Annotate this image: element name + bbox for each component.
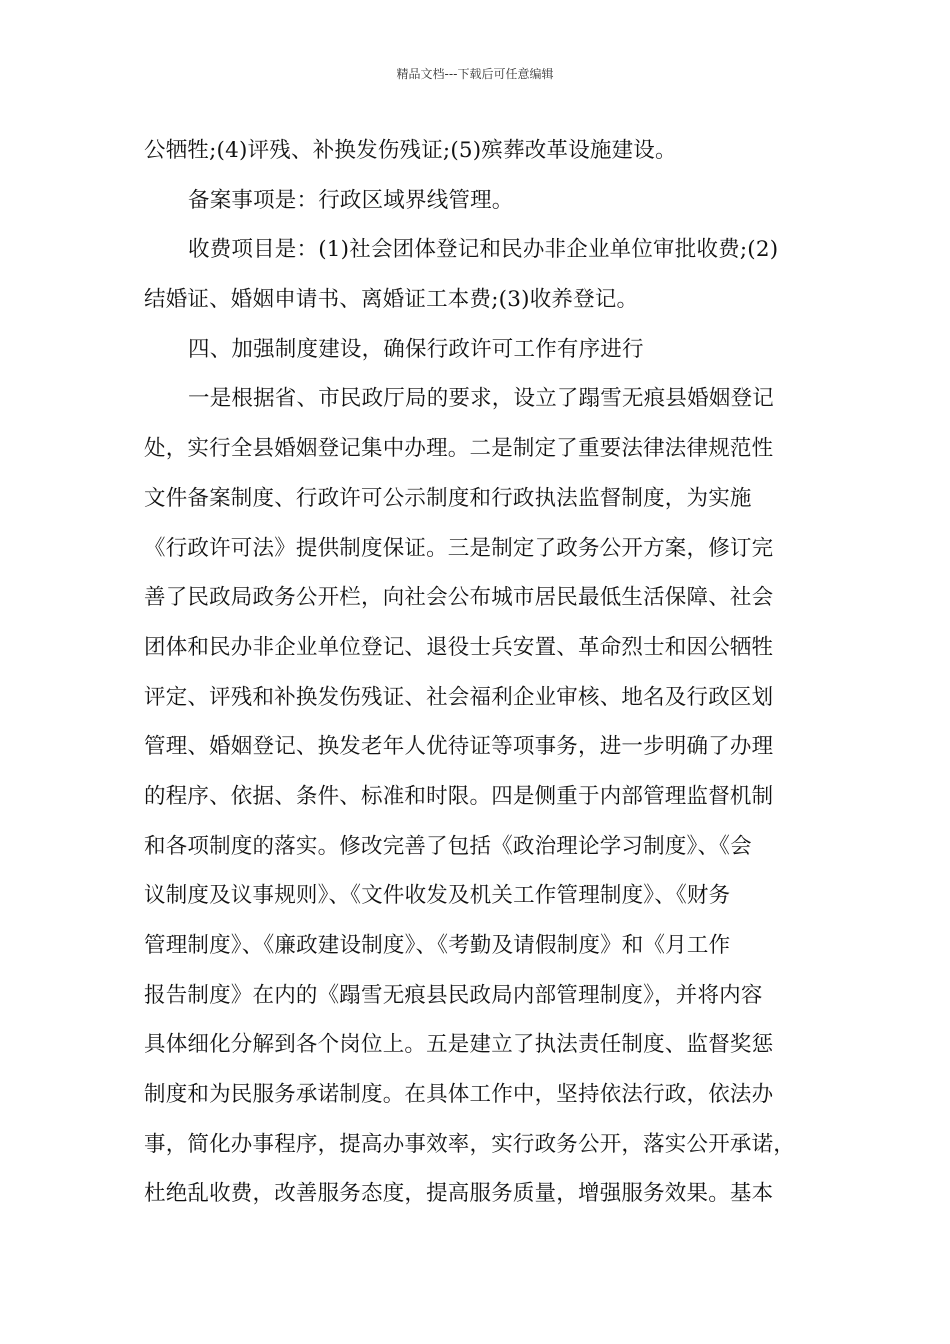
text-line: 团体和民办非企业单位登记、退役士兵安置、革命烈士和因公牺牲 [144, 634, 774, 660]
text-line: 和各项制度的落实。修改完善了包括《政治理论学习制度》、《会 [144, 833, 752, 859]
text-line: 善了民政局政务公开栏，向社会公布城市居民最低生活保障、社会 [144, 585, 774, 611]
text-line: 处，实行全县婚姻登记集中办理。二是制定了重要法律法律规范性 [144, 436, 774, 462]
text-line: 议制度及议事规则》、《文件收发及机关工作管理制度》、《财务 [144, 883, 731, 909]
text-line: 具体细化分解到各个岗位上。五是建立了执法责任制度、监督奖惩 [144, 1032, 774, 1058]
text-line: 杜绝乱收费，改善服务态度，提高服务质量，增强服务效果。基本 [144, 1181, 774, 1207]
page-header: 精品文档---下载后可任意编辑 [396, 67, 554, 81]
text-line: 制度和为民服务承诺制度。在具体工作中，坚持依法行政，依法办 [144, 1082, 774, 1108]
text-line: 公牺牲;(4)评残、补换发伤残证;(5)殡葬改革设施建设。 [144, 138, 677, 163]
text-line: 的程序、依据、条件、标准和时限。四是侧重于内部管理监督机制 [144, 783, 774, 809]
text-line: 收费项目是：(1)社会团体登记和民办非企业单位审批收费;(2) [188, 237, 779, 263]
text-line: 备案事项是：行政区域界线管理。 [188, 187, 514, 213]
text-line: 四、加强制度建设，确保行政许可工作有序进行 [188, 336, 644, 362]
text-line: 事，简化办事程序，提高办事效率，实行政务公开，落实公开承诺， [144, 1131, 796, 1157]
text-line: 文件备案制度、行政许可公示制度和行政执法监督制度，为实施 [144, 485, 752, 511]
text-line: 报告制度》在内的《蹋雪无痕县民政局内部管理制度》，并将内容 [144, 982, 763, 1008]
text-line: 一是根据省、市民政厅局的要求，设立了蹋雪无痕县婚姻登记 [188, 386, 774, 412]
text-line: 管理、婚姻登记、换发老年人优待证等项事务，进一步明确了办理 [144, 734, 774, 760]
text-line: 结婚证、婚姻申请书、离婚证工本费;(3)收养登记。 [144, 287, 639, 313]
text-line: 评定、评残和补换发伤残证、社会福利企业审核、地名及行政区划 [144, 684, 774, 710]
text-line: 管理制度》、《廉政建设制度》、《考勤及请假制度》和《月工作 [144, 933, 731, 958]
document-body [144, 126, 824, 1219]
text-line: 《行政许可法》提供制度保证。三是制定了政务公开方案，修订完 [144, 535, 774, 561]
